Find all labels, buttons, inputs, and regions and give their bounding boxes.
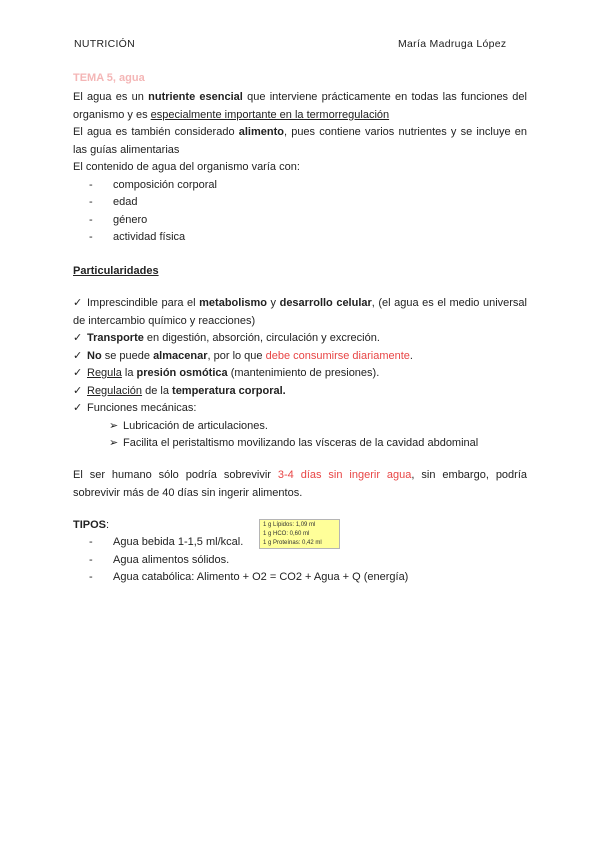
survival-highlight: 3-4 días sin ingerir agua (277, 469, 412, 481)
list-item-text: género (113, 213, 148, 226)
intro-line-2 (73, 107, 527, 125)
item-text: se puede (104, 349, 150, 362)
bullet-dash: - (89, 553, 93, 566)
sticky-note-conversion (259, 519, 340, 549)
item-bold: metabolismo (199, 297, 267, 309)
intro-text: organismo y es (73, 108, 148, 121)
survival-line-1 (73, 467, 527, 485)
check-icon: ✓ (73, 349, 83, 362)
item-bold: temperatura corporal. (172, 384, 286, 397)
survival-paragraph (73, 467, 527, 502)
item-text: . (409, 349, 413, 362)
item-text: , (el agua es el medio universal (371, 297, 527, 309)
intro-bold: nutriente esencial (148, 91, 243, 103)
header-author: María Madruga López (398, 38, 507, 50)
check-item (73, 400, 527, 418)
item-text: , por lo que (207, 349, 263, 362)
item-underline: Regula (87, 367, 122, 379)
item-text: de la (145, 384, 169, 397)
intro-text: , pues contiene varios nutrientes y se incluye en (283, 126, 527, 138)
list-item-text: Agua bebida 1-1,5 ml/kcal. (113, 536, 244, 548)
note-line: 1 g Proteínas: 0,42 ml (263, 540, 322, 546)
check-item (73, 383, 527, 401)
list-item-text: composición corporal (113, 178, 217, 191)
list-item-text: actividad física (113, 231, 186, 243)
intro-text: que interviene prácticamente en todas las funciones del (247, 91, 527, 103)
bullet-dash: - (89, 213, 93, 226)
survival-line-2: sobrevivir más de 40 días sin ingerir alimentos. (73, 486, 303, 499)
intro-line-1 (73, 89, 527, 107)
survival-text: , sin embargo, podría (411, 469, 528, 481)
note-line: 1 g Lípidos: 1,09 ml (263, 522, 316, 528)
intro-section (73, 89, 527, 247)
bullet-dash: - (89, 571, 93, 583)
header-course: NUTRICIÓN (74, 38, 136, 50)
list-item-text: Agua catabólica: Alimento + O2 = CO2 + Agua + Q (energía) (113, 571, 409, 583)
section-heading-particularidades: Particularidades (73, 265, 159, 277)
arrow-icon: ➢ (109, 419, 119, 432)
check-item (73, 348, 527, 366)
bullet-dash: - (89, 196, 93, 208)
list-item (89, 552, 529, 570)
arrow-icon: ➢ (109, 437, 119, 449)
item-bold: desarrollo celular (279, 297, 372, 309)
sub-item-text: Lubricación de articulaciones. (123, 419, 268, 432)
item-underline: Regulación (87, 384, 143, 397)
intro-line-4: las guías alimentarias (73, 143, 180, 156)
list-item (89, 229, 527, 247)
list-item-text: Agua alimentos sólidos. (113, 553, 230, 566)
intro-line-3 (73, 124, 527, 142)
bullet-dash: - (89, 536, 93, 548)
check-icon: ✓ (73, 402, 83, 414)
item-text: Imprescindible para el (87, 297, 196, 309)
check-item (73, 295, 527, 313)
intro-line-5: El contenido de agua del organismo varía con: (73, 161, 300, 173)
intro-list (73, 177, 527, 247)
check-icon: ✓ (73, 384, 83, 397)
intro-text: El agua es un (73, 91, 144, 103)
survival-text: El ser humano sólo podría sobrevivir (73, 469, 271, 481)
note-line: 1 g HCO: 0,60 ml (263, 531, 310, 537)
item-bold: almacenar (153, 349, 208, 362)
sub-item-text: Facilita el peristaltismo movilizando las vísceras de la cavidad abdominal (123, 437, 479, 449)
intro-underline: especialmente importante en la termorregulación (150, 108, 390, 121)
item-bold: presión osmótica (136, 367, 228, 379)
check-icon: ✓ (73, 297, 83, 309)
tipos-heading-text: TIPOS (73, 519, 107, 531)
check-item (73, 365, 527, 383)
check-item-continuation: de intercambio químico y reacciones) (73, 314, 256, 327)
list-item (89, 177, 527, 195)
list-item (89, 569, 529, 587)
list-item (89, 212, 527, 230)
item-bold: Transporte (87, 332, 144, 344)
bullet-dash: - (89, 178, 93, 191)
intro-text: El agua es también considerado (73, 126, 235, 138)
check-icon: ✓ (73, 367, 83, 379)
section-heading-tipos (73, 517, 109, 535)
item-bold: No (87, 349, 102, 362)
item-highlight: debe consumirse diariamente (265, 349, 410, 362)
tipos-colon: : (106, 519, 110, 531)
item-text: la (124, 367, 134, 379)
particularidades-list (73, 295, 527, 453)
bullet-dash: - (89, 231, 93, 243)
list-item-text: edad (113, 196, 138, 208)
item-text: Funciones mecánicas: (87, 402, 197, 414)
item-text: en digestión, absorción, circulación y excreción. (146, 332, 380, 344)
page-title: TEMA 5, agua (73, 72, 145, 84)
sub-item (73, 418, 527, 436)
intro-bold: alimento (238, 126, 284, 138)
check-item (73, 330, 527, 348)
item-text: (mantenimiento de presiones). (230, 367, 380, 379)
check-icon: ✓ (73, 332, 83, 344)
item-text: y (270, 297, 277, 309)
list-item (89, 194, 527, 212)
sub-item (73, 435, 527, 453)
